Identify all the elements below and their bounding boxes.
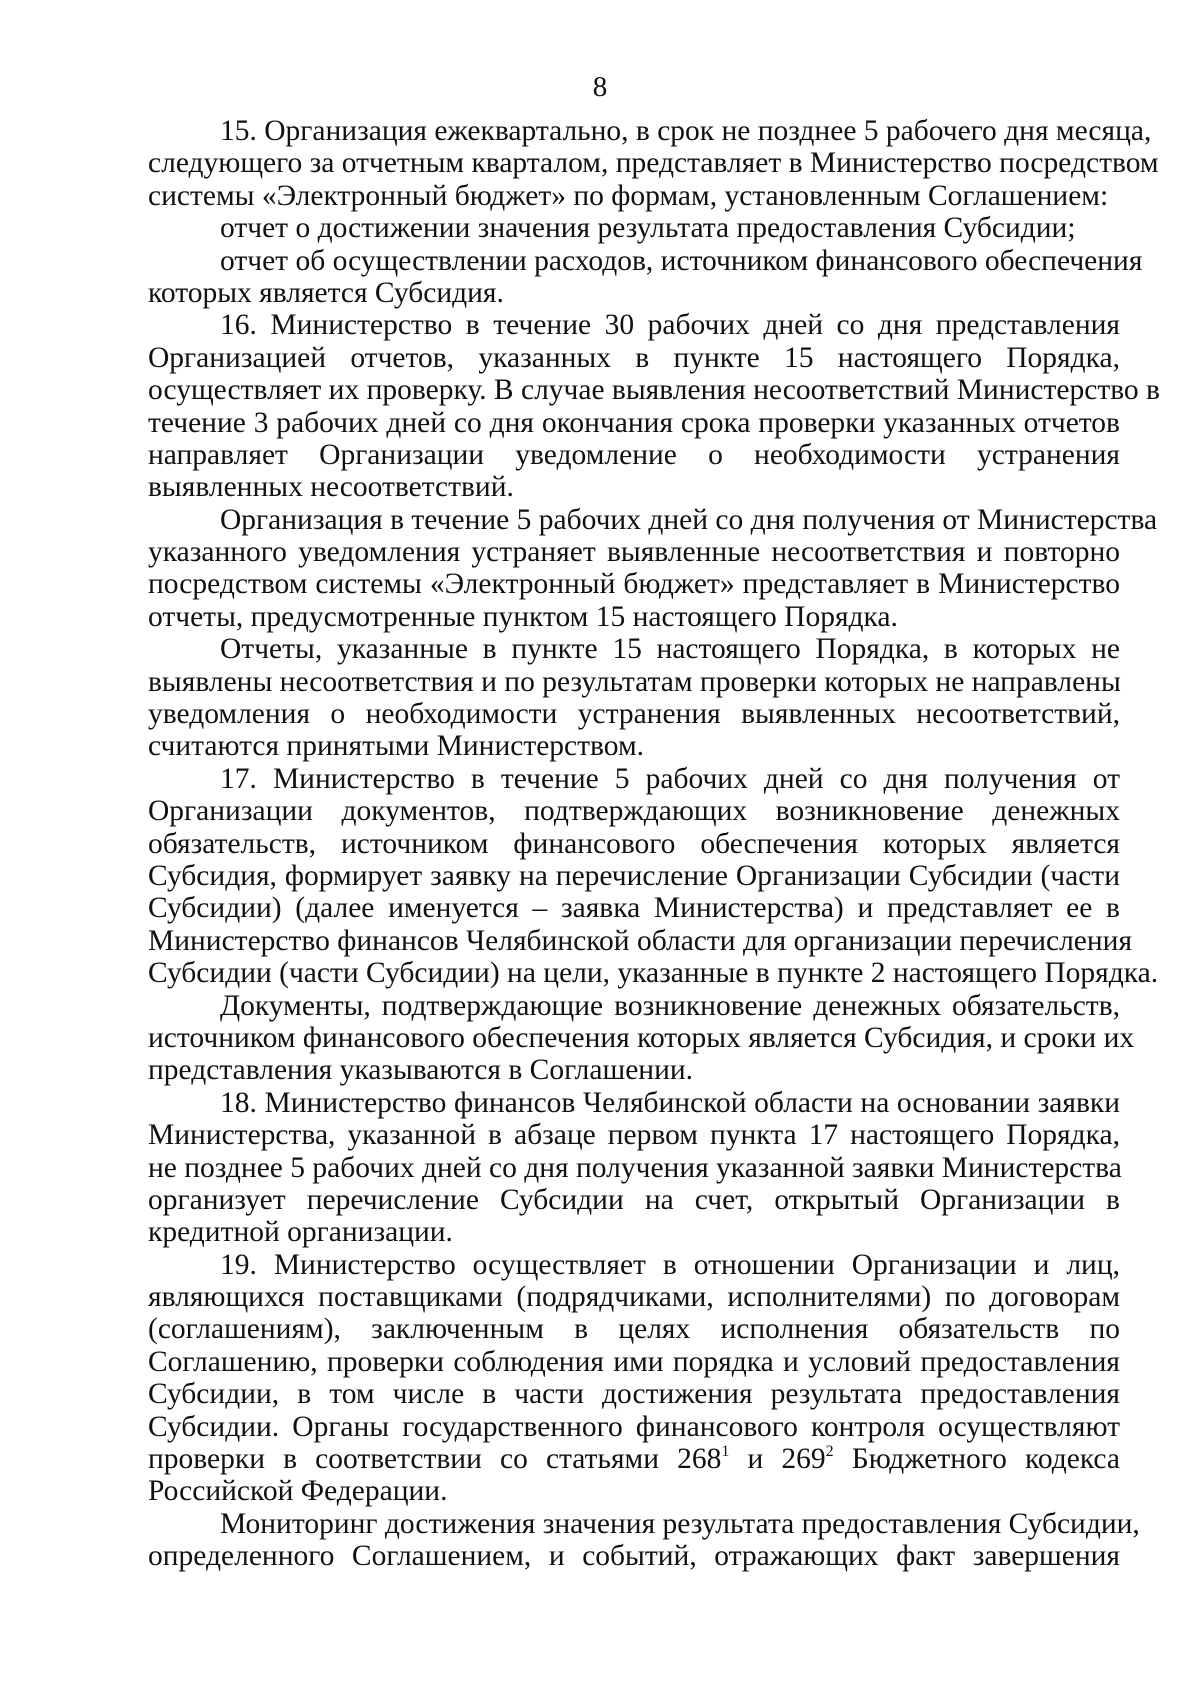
text-line: Организации документов, подтверждающих возникновение денежных [148, 795, 1120, 828]
text-line: 17. Министерство в течение 5 рабочих дней со дня получения от [220, 762, 1120, 795]
paragraph-16-correction [148, 503, 1158, 634]
text-line: которых является Субсидия. [148, 276, 504, 309]
paragraph-report-1 [148, 212, 1120, 244]
article-number: $268^1$ [677, 1443, 730, 1476]
text-fragment: проверки в соответствии со статьями [148, 1443, 678, 1476]
text-line: (соглашениям), заключенным в целях исполнения обязательств по [148, 1313, 1120, 1346]
text-line: 18. Министерство финансов Челябинской области на основании заявки [220, 1086, 1120, 1119]
text-line: 19. Министерство осуществляет в отношении Организации и лиц, [220, 1248, 1120, 1281]
text-fragment: и [729, 1443, 782, 1476]
text-line: организует перечисление Субсидии на счет, открытый Организации в [148, 1183, 1120, 1216]
text-line: Соглашению, проверки соблюдения ими порядка и условий предоставления [148, 1345, 1120, 1378]
text-line: Субсидии) (далее именуется – заявка Министерства) и представляет ее в [148, 892, 1120, 925]
text-line: представления указываются в Соглашении. [148, 1054, 694, 1087]
text-line: Министерство финансов Челябинской области для организации перечисления [148, 924, 1133, 957]
paragraph-16 [148, 309, 1160, 504]
text-line: не позднее 5 рабочих дней со дня получения указанной заявки Министерства [148, 1151, 1122, 1184]
paragraph-19 [148, 1249, 1120, 1508]
paragraph-report-2 [148, 244, 1143, 310]
text-line: посредством системы «Электронный бюджет» представляет в Министерство [148, 568, 1120, 601]
paragraph-17-documents [148, 989, 1135, 1087]
text-line-articles [148, 1443, 1120, 1475]
text-line: уведомления о необходимости устранения выявленных несоответствий, [148, 698, 1120, 731]
text-line: системы «Электронный бюджет» по формам, установленным Соглашением: [148, 179, 1109, 212]
text-line: Субсидия, формирует заявку на перечисление Организации Субсидии (части [148, 859, 1120, 892]
page-number: 8 [592, 71, 608, 103]
text-line: выявлены несоответствия и по результатам проверки которых не направлены [148, 665, 1121, 698]
text-line: выявленных несоответствий. [148, 471, 514, 504]
superscript: 1 [721, 1443, 730, 1461]
text-line: отчет об осуществлении расходов, источником финансового обеспечения [220, 244, 1143, 277]
text-line: являющихся поставщиками (подрядчиками, исполнителями) по договорам [148, 1281, 1120, 1314]
text-line: отчеты, предусмотренные пунктом 15 настоящего Порядка. [148, 600, 898, 633]
text-line: отчет о достижении значения результата предоставления Субсидии; [220, 212, 1076, 245]
article-number: $269^2$ [781, 1443, 834, 1476]
text-line: Министерства, указанной в абзаце первом пункта 17 настоящего Порядка, [148, 1119, 1120, 1152]
text-line: Субсидии (части Субсидии) на цели, указанные в пункте 2 настоящего Порядка. [148, 957, 1159, 990]
text-line: считаются принятыми Министерством. [148, 730, 644, 763]
text-line: 15. Организация ежеквартально, в срок не позднее 5 рабочего дня месяца, [220, 115, 1152, 147]
text-line: следующего за отчетным кварталом, представляет в Министерство посредством [148, 147, 1159, 180]
document-body [148, 115, 1160, 1573]
paragraph-monitoring [148, 1507, 1140, 1573]
text-line: осуществляет их проверку. В случае выявления несоответствий Министерство в [148, 374, 1160, 407]
text-line: Отчеты, указанные в пункте 15 настоящего Порядка, в которых не [220, 633, 1120, 666]
superscript: 2 [825, 1443, 834, 1461]
text-line: Документы, подтверждающие возникновение денежных обязательств, [220, 989, 1120, 1022]
text-line: Организация в течение 5 рабочих дней со дня получения от Министерства [220, 503, 1158, 536]
text-line: источником финансового обеспечения которых является Субсидия, и сроки их [148, 1021, 1135, 1054]
text-line: Субсидии, в том числе в части достижения результата предоставления [148, 1378, 1120, 1411]
paragraph-15 [148, 115, 1159, 212]
paragraph-16-accepted [148, 633, 1120, 763]
text-fragment: Бюджетного кодекса [833, 1443, 1120, 1476]
text-line: течение 3 рабочих дней со дня окончания срока проверки указанных отчетов [148, 406, 1120, 439]
text-line: Субсидии. Органы государственного финансового контроля осуществляют [148, 1410, 1120, 1443]
paragraph-18 [148, 1087, 1120, 1249]
text-line: направляет Организации уведомление о необходимости устранения [148, 438, 1120, 471]
text-line: определенного Соглашением, и событий, отражающих факт завершения [148, 1540, 1120, 1573]
text-line: кредитной организации. [148, 1216, 453, 1249]
paragraph-17 [148, 762, 1159, 990]
text-line: 16. Министерство в течение 30 рабочих дней со дня представления [220, 309, 1120, 342]
text-line: обязательств, источником финансового обеспечения которых является [148, 827, 1120, 860]
text-line: Организацией отчетов, указанных в пункте 15 настоящего Порядка, [148, 341, 1120, 374]
text-line: указанного уведомления устраняет выявленные несоответствия и повторно [148, 536, 1120, 569]
text-line: Мониторинг достижения значения результата предоставления Субсидии, [220, 1507, 1140, 1540]
text-line: Российской Федерации. [148, 1475, 448, 1508]
